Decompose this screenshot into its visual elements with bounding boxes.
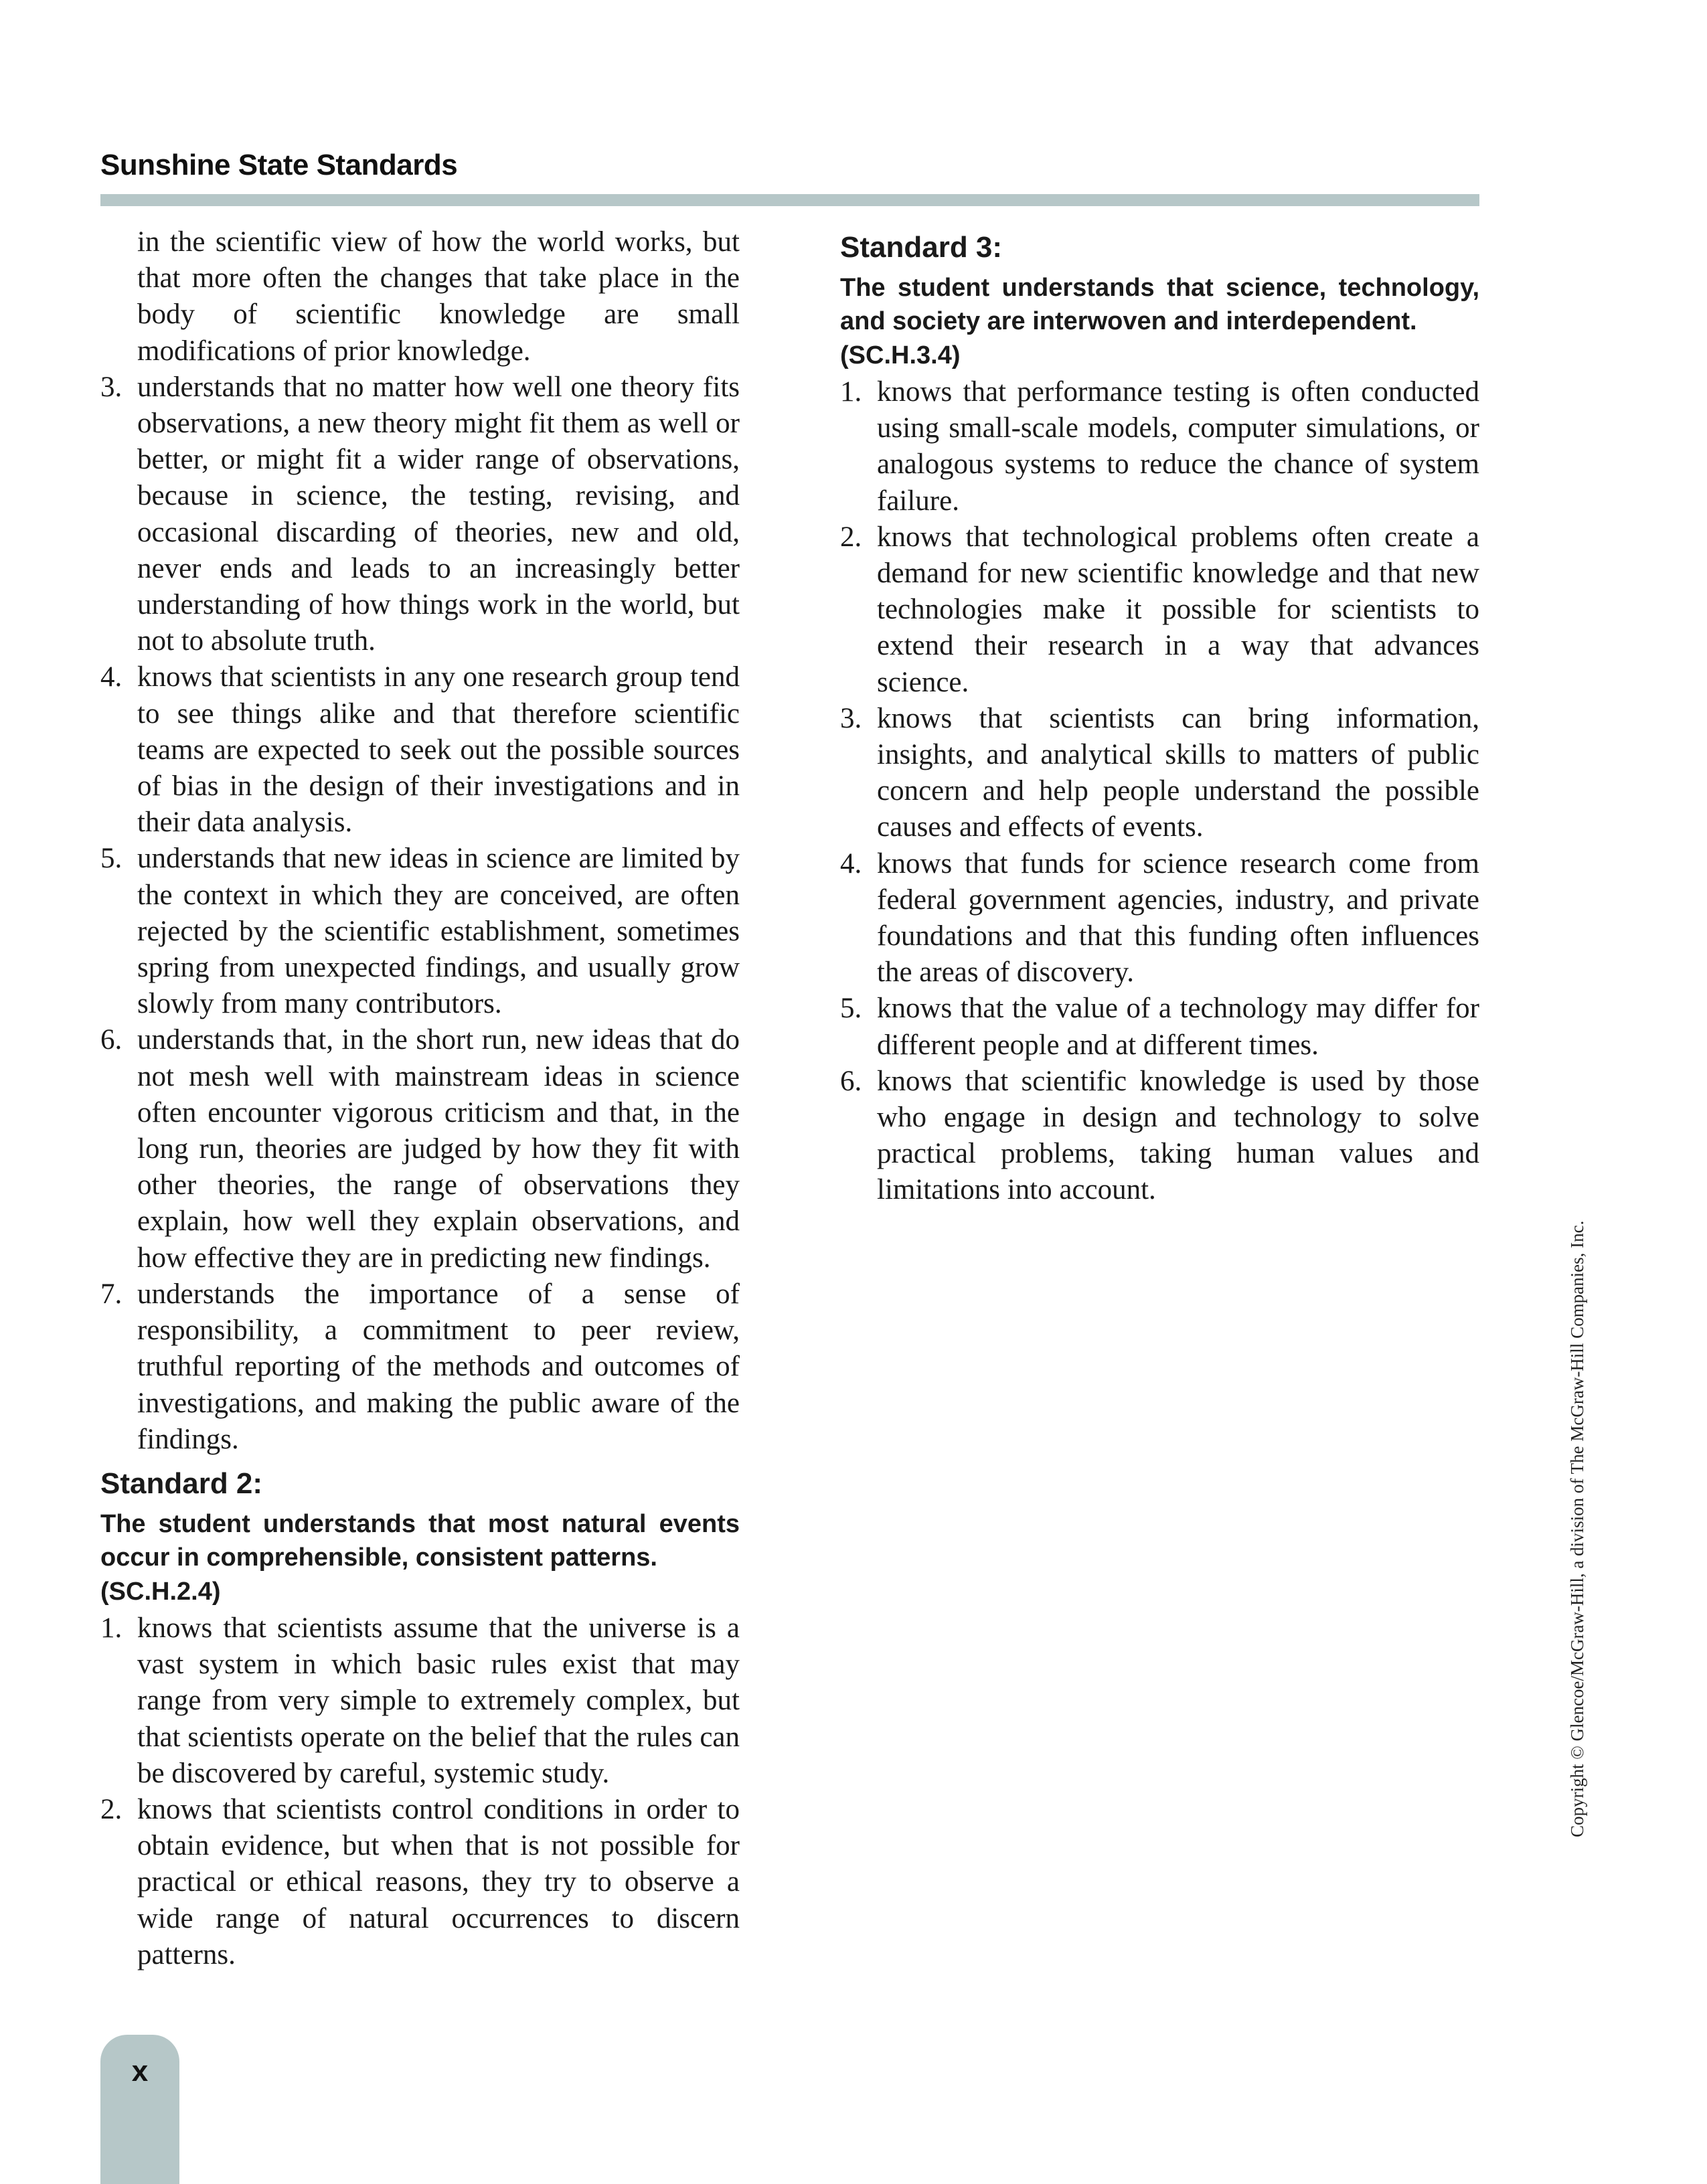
standard-2-heading: Standard 2: <box>100 1466 263 1500</box>
list-item <box>100 1792 740 1973</box>
page-number: x <box>131 2055 149 2088</box>
list-item-text: knows that technological problems often create a demand for new scientific knowledge and that new technologies make it possible for scientists to extend their research in a way that advances science. <box>877 521 1479 698</box>
list-item-text: understands that no matter how well one theory fits observations, a new theory might fit them as well or better, or might fit a wider range of observations, because in science, the testing, revising, and occasional discarding of theories, new and old, never ends and leads to an increasingly better understanding of how things work in the world, but not to absolute truth. <box>137 371 740 657</box>
list-item-text: understands the importance of a sense of responsibility, a commitment to peer review, truthful reporting of the methods and outcomes of investigations, and making the public aware of the findings. <box>137 1278 740 1455</box>
list-item <box>100 841 740 1022</box>
continuation-paragraph: in the scientific view of how the world works, but that more often the changes that take place in the body of scientific knowledge are small modifications of prior knowledge. <box>137 226 740 367</box>
copyright-notice: Copyright © Glencoe/McGraw-Hill, a division of The McGraw-Hill Companies, Inc. <box>1567 1220 1587 1837</box>
list-item <box>100 1276 740 1458</box>
list-item-number: 2. <box>840 521 862 553</box>
list-item-number: 3. <box>100 371 123 403</box>
list-item <box>840 374 1479 519</box>
list-item-number: 4. <box>840 847 862 879</box>
header-rule <box>100 194 1479 206</box>
list-item-text: knows that scientists can bring information, insights, and analytical skills to matters of public concern and help people understand the possible causes and effects of events. <box>877 702 1479 843</box>
list-item-number: 6. <box>100 1024 123 1056</box>
left-column <box>100 224 740 1973</box>
list-item-number: 1. <box>840 376 862 408</box>
right-column <box>840 224 1479 1209</box>
standard-3-code: (SC.H.3.4) <box>840 341 961 369</box>
list-item <box>840 991 1479 1063</box>
list-item-number: 1. <box>100 1612 123 1644</box>
list-item-number: 6. <box>840 1065 862 1097</box>
list-item <box>100 1610 740 1792</box>
list-item-text: knows that the value of a technology may differ for different people and at different times. <box>877 993 1479 1061</box>
list-item <box>100 1022 740 1276</box>
standard-3-heading: Standard 3: <box>840 231 1003 264</box>
list-item-number: 5. <box>840 993 862 1025</box>
list-item-text: knows that performance testing is often conducted using small-scale models, computer simulations, or analogous systems to reduce the chance of system failure. <box>877 376 1479 517</box>
standard-3-statement: The student understands that science, technology, and society are interwoven and interdependent. <box>840 274 1479 335</box>
list-item-text: knows that scientific knowledge is used by those who engage in design and technology to solve practical problems, taking human values and limitations into account. <box>877 1065 1479 1206</box>
list-item <box>840 846 1479 991</box>
list-item-text: knows that scientists in any one research group tend to see things alike and that therefore scientific teams are expected to seek out the possible sources of bias in the design of their investigations and in their data analysis. <box>137 661 740 839</box>
list-item-text: understands that, in the short run, new ideas that do not mesh well with mainstream ideas in science often encounter vigorous criticism and that, in the long run, theories are judged by how they fit with other theories, the range of observations they explain, how well they explain observations, and how effective they are in predicting new findings. <box>137 1024 740 1274</box>
list-item-number: 7. <box>100 1278 123 1310</box>
list-item <box>840 1064 1479 1209</box>
list-item-number: 2. <box>100 1793 123 1825</box>
list-item-text: understands that new ideas in science are limited by the context in which they are conceived, are often rejected by the scientific establishment, sometimes spring from unexpected findings, and usually grow slowly from many contributors. <box>137 843 740 1020</box>
list-item-text: knows that funds for science research come from federal government agencies, industry, and private foundations and that this funding often influences the areas of discovery. <box>877 847 1479 989</box>
list-item-text: knows that scientists assume that the universe is a vast system in which basic rules exist that may range from very simple to extremely complex, but that scientists operate on the belief that the rules can be discovered by careful, systemic study. <box>137 1612 740 1789</box>
list-item <box>840 519 1479 701</box>
list-item <box>100 369 740 660</box>
page-header-title: Sunshine State Standards <box>100 149 458 181</box>
list-item <box>840 701 1479 846</box>
list-item-number: 4. <box>100 661 123 693</box>
list-item-number: 3. <box>840 702 862 734</box>
list-item-number: 5. <box>100 843 123 875</box>
list-item-text: knows that scientists control conditions in order to obtain evidence, but when that is not possible for practical or ethical reasons, they try to observe a wide range of natural occurrences to discern patterns. <box>137 1793 740 1970</box>
standard-2-statement: The student understands that most natural events occur in comprehensible, consistent patterns. <box>100 1509 740 1572</box>
standard-2-code: (SC.H.2.4) <box>100 1577 221 1606</box>
list-item <box>100 659 740 841</box>
